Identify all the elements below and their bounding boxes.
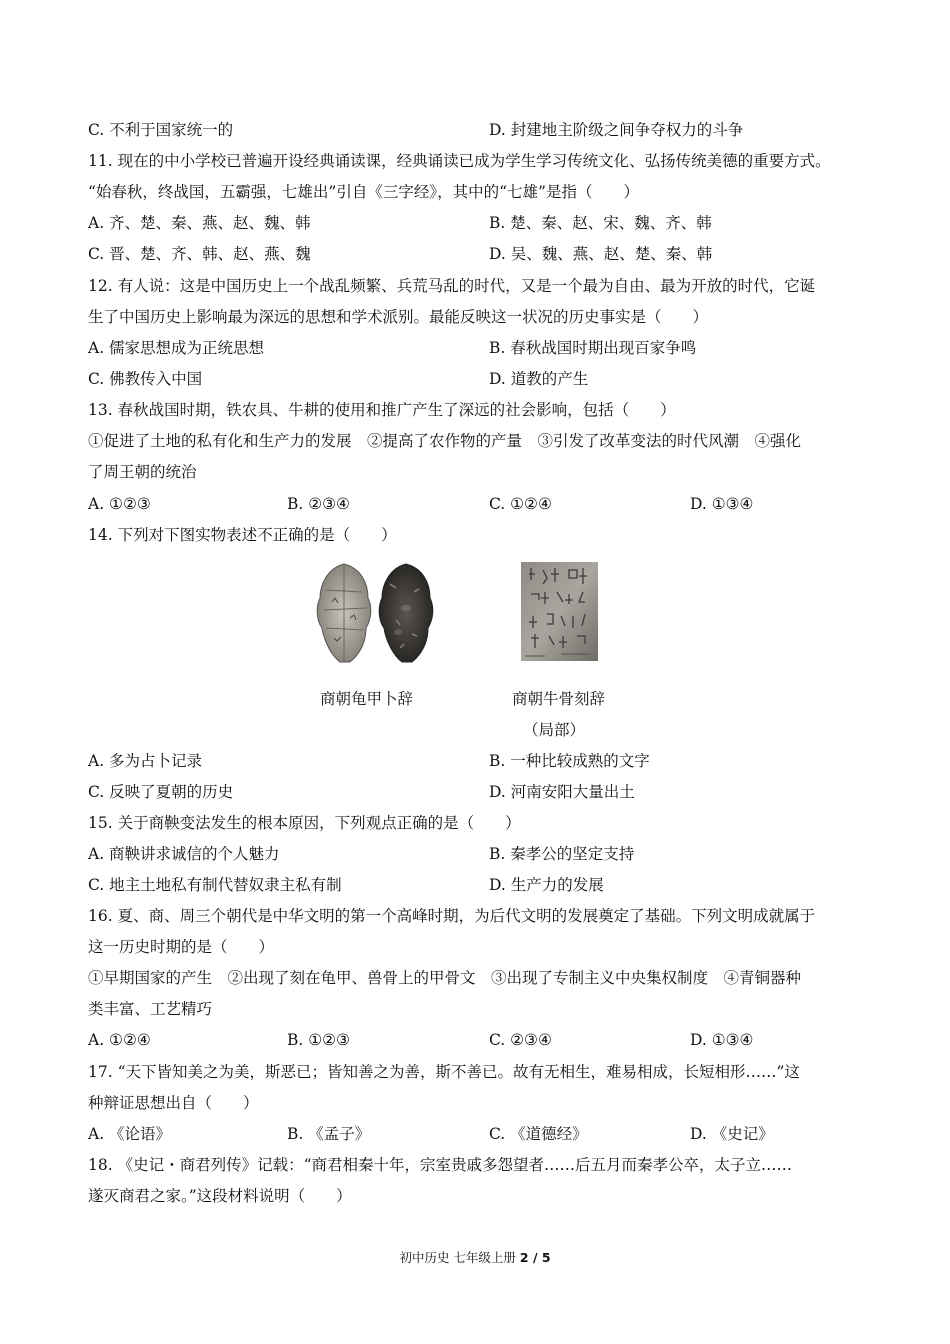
q14-stem: 14. 下列对下图实物表述不正确的是（ ）: [88, 526, 397, 544]
q16-stem-line1: 16. 夏、商、周三个朝代是中华文明的第一个高峰时期，为后代文明的发展奠定了基础。下列文明成就属于: [88, 907, 816, 925]
q16-items-line1: ①早期国家的产生 ②出现了刻在龟甲、兽骨上的甲骨文 ③出现了专制主义中央集权制度 ④青铜器种: [88, 969, 802, 987]
q16-items-line2: 类丰富、工艺精巧: [88, 1000, 213, 1018]
q11-option-b: B. 楚、秦、赵、宋、魏、齐、韩: [489, 214, 712, 232]
q12-stem-line2: 生了中国历史上影响最为深远的思想和学术派别。最能反映这一状况的历史事实是（ ）: [88, 308, 709, 326]
q14-option-b: B. 一种比较成熟的文字: [489, 752, 650, 770]
q18-stem-line1: 18. 《史记・商君列传》记载：“商君相秦十年，宗室贵戚多怨望者……后五月而秦孝公卒，太子立……: [88, 1156, 793, 1174]
q16-option-a: A. ①②④: [88, 1031, 151, 1049]
caption-ox-bone-part: （局部）: [523, 721, 586, 739]
q15-option-d: D. 生产力的发展: [489, 876, 604, 894]
turtle-shell-oracle-image: [314, 562, 438, 666]
q10-option-c: C. 不利于国家统一的: [88, 121, 234, 139]
q16-option-b: B. ①②③: [287, 1031, 350, 1049]
caption-ox-bone: 商朝牛骨刻辞: [512, 690, 606, 708]
q12-option-b: B. 春秋战国时期出现百家争鸣: [489, 339, 697, 357]
q14-option-a: A. 多为占卜记录: [88, 752, 203, 770]
q15-option-b: B. 秦孝公的坚定支持: [489, 845, 635, 863]
q10-option-d: D. 封建地主阶级之间争夺权力的斗争: [489, 121, 744, 139]
q12-option-d: D. 道教的产生: [489, 370, 589, 388]
q13-option-b: B. ②③④: [287, 495, 350, 513]
ox-bone-inscription-image: [521, 562, 598, 661]
q11-stem-line1: 11. 现在的中小学校已普遍开设经典诵读课，经典诵读已成为学生学习传统文化、弘扬传统美德的重要方式。: [88, 152, 831, 170]
q11-option-c: C. 晋、楚、齐、韩、赵、燕、魏: [88, 245, 311, 263]
page-footer: [0, 1248, 950, 1266]
q13-items-line1: ①促进了土地的私有化和生产力的发展 ②提高了农作物的产量 ③引发了改革变法的时代风潮 ④强化: [88, 432, 802, 450]
q16-stem-line2: 这一历史时期的是（ ）: [88, 938, 275, 956]
q17-stem-line1: 17. “天下皆知美之为美，斯恶已；皆知善之为善，斯不善已。故有无相生，难易相成，长短相形……”这: [88, 1063, 800, 1081]
q17-stem-line2: 种辩证思想出自（ ）: [88, 1094, 259, 1112]
caption-turtle-shell: 商朝龟甲卜辞: [320, 690, 414, 708]
q17-option-a: A. 《论语》: [88, 1125, 172, 1143]
q15-option-c: C. 地主土地私有制代替奴隶主私有制: [88, 876, 342, 894]
q17-option-d: D. 《史记》: [690, 1125, 774, 1143]
q13-option-d: D. ①③④: [690, 495, 754, 513]
page-number: 2 / 5: [519, 1250, 551, 1265]
q13-option-a: A. ①②③: [88, 495, 151, 513]
q11-option-a: A. 齐、楚、秦、燕、赵、魏、韩: [88, 214, 311, 232]
q18-stem-line2: 遂灭商君之家。”这段材料说明（ ）: [88, 1187, 352, 1205]
q12-stem-line1: 12. 有人说：这是中国历史上一个战乱频繁、兵荒马乱的时代，又是一个最为自由、最为开放的时代，它诞: [88, 277, 816, 295]
q17-option-c: C. 《道德经》: [489, 1125, 588, 1143]
footer-subject: 初中历史 七年级上册: [399, 1250, 520, 1265]
q13-option-c: C. ①②④: [489, 495, 552, 513]
q14-option-d: D. 河南安阳大量出土: [489, 783, 635, 801]
q11-stem-line2: “始春秋，终战国，五霸强，七雄出”引自《三字经》，其中的“七雄”是指（ ）: [88, 183, 639, 201]
q13-items-line2: 了周王朝的统治: [88, 463, 197, 481]
q13-stem: 13. 春秋战国时期，铁农具、牛耕的使用和推广产生了深远的社会影响，包括（ ）: [88, 401, 676, 419]
q17-option-b: B. 《孟子》: [287, 1125, 371, 1143]
q16-option-c: C. ②③④: [489, 1031, 552, 1049]
q12-option-a: A. 儒家思想成为正统思想: [88, 339, 265, 357]
q11-option-d: D. 吴、魏、燕、赵、楚、秦、韩: [489, 245, 713, 263]
q14-option-c: C. 反映了夏朝的历史: [88, 783, 234, 801]
q12-option-c: C. 佛教传入中国: [88, 370, 203, 388]
q15-stem: 15. 关于商鞅变法发生的根本原因，下列观点正确的是（ ）: [88, 814, 521, 832]
q16-option-d: D. ①③④: [690, 1031, 754, 1049]
q15-option-a: A. 商鞅讲求诚信的个人魅力: [88, 845, 280, 863]
